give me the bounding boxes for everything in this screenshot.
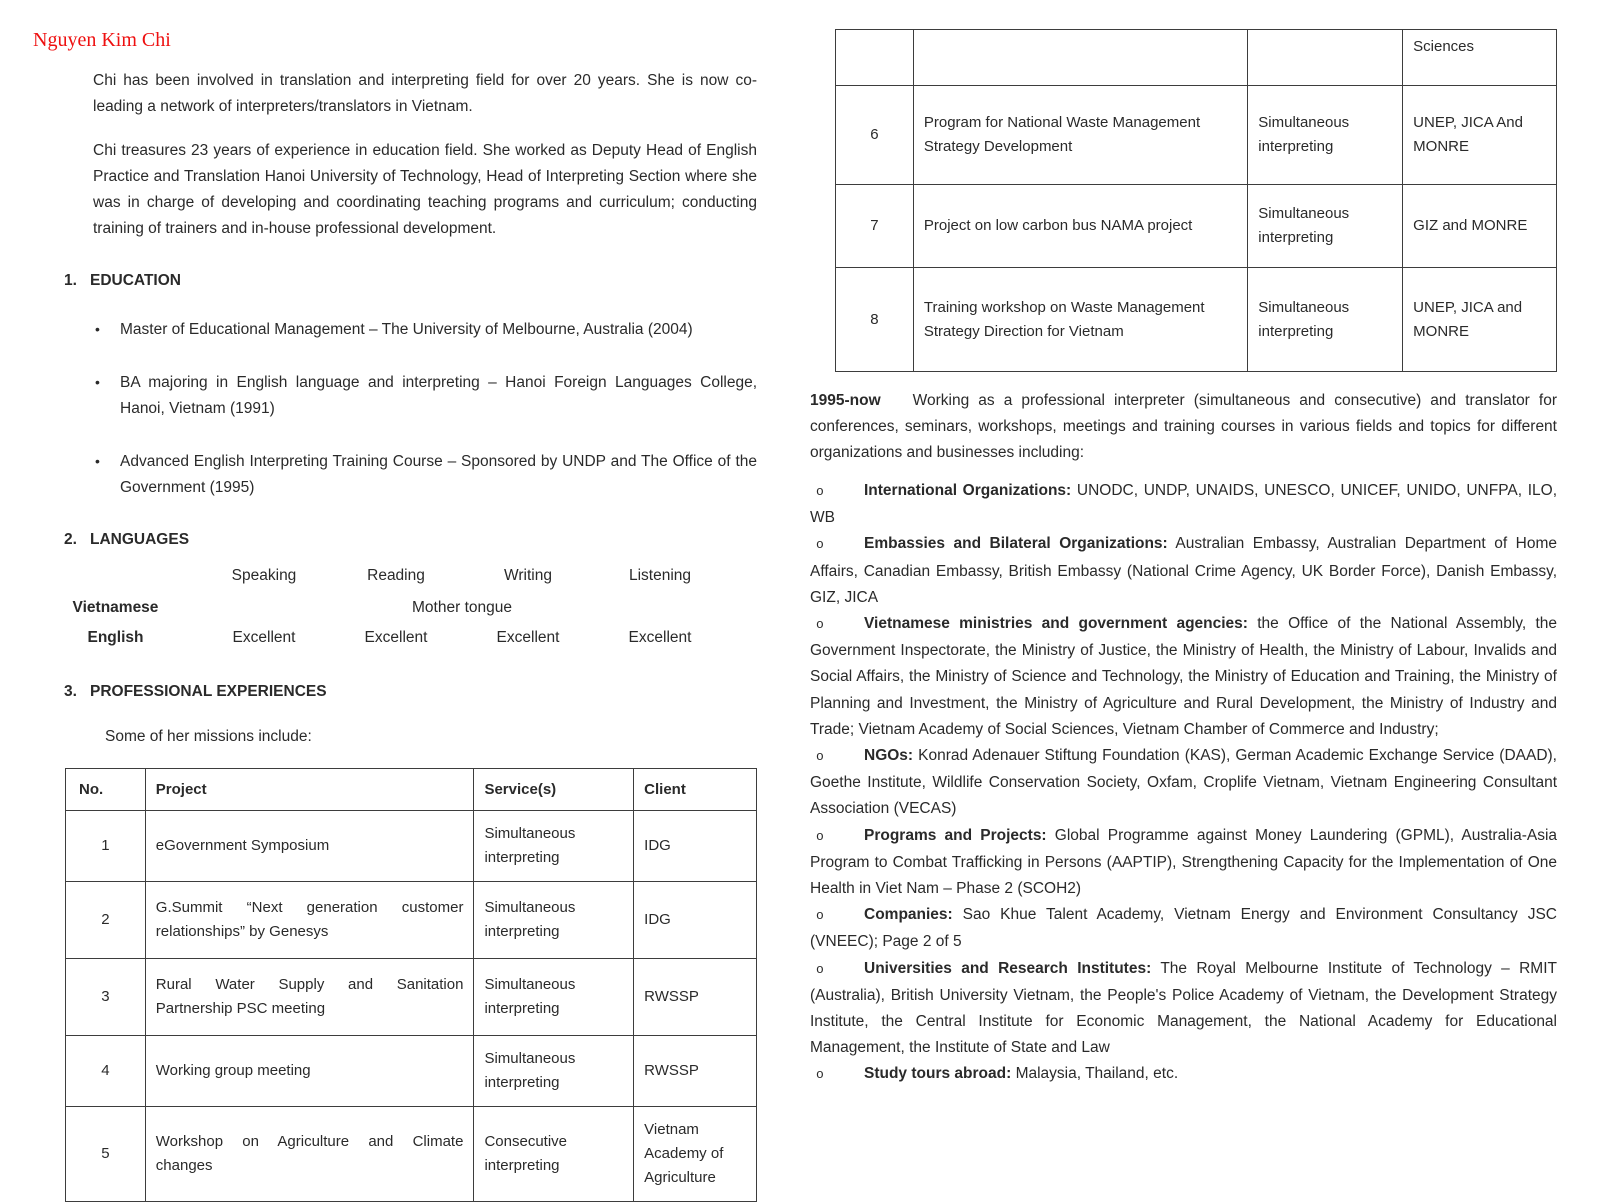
cell-no: 8 <box>836 268 914 372</box>
career-paragraph <box>810 388 1557 466</box>
page-title: Nguyen Kim Chi <box>33 29 171 51</box>
cell-client: Vietnam Academy of Agriculture <box>634 1107 757 1202</box>
header-no: No. <box>66 769 146 811</box>
cell-no: 6 <box>836 86 914 185</box>
cell-no: 3 <box>66 959 146 1036</box>
o-bullet-icon: o <box>816 749 824 765</box>
cell-project: Workshop on Agriculture and Climate changes <box>145 1107 474 1202</box>
list-item <box>810 743 1557 823</box>
table-row <box>66 882 757 959</box>
intro-paragraph: Chi treasures 23 years of experience in education field. She worked as Deputy Head of English Practice and Translation Hanoi University of Technology, Head of Interpreting Section where she was in charge of developing and coordinating teaching programs and curriculum; conducting training of trainers and in-house professional development. <box>93 142 757 237</box>
cell-client: UNEP, JICA And MONRE <box>1403 86 1557 185</box>
list-item-text: Konrad Adenauer Stiftung Foundation (KAS), German Academic Exchange Service (DAAD), Goethe Institute, Wildlife Conservation Society, Oxfam, Croplife Vietnam, Vietnam Engineering Consultant Association (VECAS) <box>810 747 1557 818</box>
list-item <box>810 531 1557 611</box>
section-number: 3. <box>64 683 77 700</box>
language-row-english <box>33 623 757 653</box>
header-client: Client <box>634 769 757 811</box>
o-bullet-icon: o <box>816 484 824 499</box>
cell-client: Sciences <box>1403 30 1557 86</box>
list-item-text: Sao Khue Talent Academy, Vietnam Energy and Environment Consultancy JSC (VNEEC); Page 2 of 5 <box>810 906 1557 951</box>
languages-header-row <box>33 561 757 591</box>
list-item-label: Vietnamese ministries and government agencies: <box>864 615 1248 633</box>
table-row <box>836 185 1557 268</box>
cell-service: Simultaneous interpreting <box>1248 268 1403 372</box>
cell-no: 7 <box>836 185 914 268</box>
o-bullet-icon: o <box>816 961 824 977</box>
cell-no <box>836 30 914 86</box>
cell-project <box>913 30 1247 86</box>
experiences-table <box>65 768 757 1202</box>
header-services: Service(s) <box>474 769 634 811</box>
cell-client: IDG <box>634 882 757 959</box>
cell-project: Program for National Waste Management Strategy Development <box>913 86 1247 185</box>
cell-no: 2 <box>66 882 146 959</box>
cell-client: UNEP, JICA and MONRE <box>1403 268 1557 372</box>
table-row <box>836 86 1557 185</box>
o-bullet-icon: o <box>816 537 824 553</box>
cell-service: Simultaneous interpreting <box>474 882 634 959</box>
header-project: Project <box>145 769 474 811</box>
section-title: PROFESSIONAL EXPERIENCES <box>90 683 327 700</box>
language-level: Excellent <box>628 629 692 646</box>
cell-service: Simultaneous interpreting <box>474 959 634 1036</box>
cell-project: Working group meeting <box>145 1036 474 1107</box>
language-name: English <box>87 629 144 646</box>
list-item-label: Companies: <box>864 906 953 924</box>
cell-service: Consecutive interpreting <box>474 1107 634 1202</box>
o-bullet-icon: o <box>816 908 824 924</box>
cell-project: G.Summit “Next generation customer relationships” by Genesys <box>145 882 474 959</box>
section-number: 1. <box>64 272 77 289</box>
table-row <box>66 959 757 1036</box>
languages-table <box>33 561 757 653</box>
language-level: Mother tongue <box>412 599 512 616</box>
cell-no: 4 <box>66 1036 146 1107</box>
section-heading-experiences <box>33 683 757 701</box>
education-item <box>33 317 757 343</box>
list-item <box>810 1061 1557 1088</box>
career-description: Working as a professional interpreter (simultaneous and consecutive) and translator for conferences, seminars, workshops, meetings and training courses in various fields and topics for different organizations and businesses including: <box>810 392 1557 461</box>
left-column <box>33 28 757 1202</box>
cell-project: eGovernment Symposium <box>145 811 474 882</box>
list-item-label: Universities and Research Institutes: <box>864 959 1152 977</box>
section-title: LANGUAGES <box>90 531 190 548</box>
cell-no: 1 <box>66 811 146 882</box>
list-item-label: NGOs: <box>864 747 914 765</box>
list-item <box>810 956 1557 1062</box>
education-item-text: BA majoring in English language and interpreting – Hanoi Foreign Languages College, Hanoi, Vietnam (1991) <box>120 374 757 417</box>
list-item <box>810 823 1557 903</box>
table-row <box>66 1036 757 1107</box>
cell-service <box>1248 30 1403 86</box>
cell-client: RWSSP <box>634 1036 757 1107</box>
cell-client: IDG <box>634 811 757 882</box>
language-level: Excellent <box>496 629 560 646</box>
organizations-list <box>810 478 1557 1089</box>
table-row <box>836 268 1557 372</box>
o-bullet-icon: o <box>816 828 824 844</box>
language-level: Excellent <box>232 629 296 646</box>
section-heading-languages <box>33 531 757 549</box>
career-period: 1995-now <box>810 392 881 409</box>
list-item-text: Australian Embassy, Australian Department of Home Affairs, Canadian Embassy, British Embassy (National Crime Agency, UK Border Force), Danish Embassy, GIZ, JICA <box>810 535 1557 606</box>
cell-client: GIZ and MONRE <box>1403 185 1557 268</box>
table-row <box>66 1107 757 1202</box>
language-level: Excellent <box>364 629 428 646</box>
bullet-icon: • <box>95 374 100 390</box>
bullet-icon: • <box>95 321 100 337</box>
cell-project: Training workshop on Waste Management Strategy Direction for Vietnam <box>913 268 1247 372</box>
table-row-continuation <box>836 30 1557 86</box>
list-item <box>810 478 1557 531</box>
bullet-icon: • <box>95 453 100 469</box>
table-header-row <box>66 769 757 811</box>
education-item <box>33 449 757 501</box>
list-item-text: Global Programme against Money Laundering (GPML), Australia-Asia Program to Combat Trafficking in Persons (AAPTIP), Strengthening Capacity for the Implementation of One Health in Viet Nam – Phase 2 (SCOH2) <box>810 826 1558 898</box>
cell-client: RWSSP <box>634 959 757 1036</box>
cell-service: Simultaneous interpreting <box>474 1036 634 1107</box>
languages-col-writing: Writing <box>504 567 552 584</box>
section-heading-education <box>33 272 757 290</box>
list-item-label: Embassies and Bilateral Organizations: <box>864 535 1168 553</box>
cell-service: Simultaneous interpreting <box>1248 86 1403 185</box>
cell-project: Project on low carbon bus NAMA project <box>913 185 1247 268</box>
o-bullet-icon: o <box>816 617 824 633</box>
o-bullet-icon: o <box>816 1067 824 1083</box>
languages-col-reading: Reading <box>367 567 425 584</box>
languages-col-speaking: Speaking <box>231 567 297 584</box>
education-item <box>33 370 757 422</box>
section-number: 2. <box>64 531 77 548</box>
intro-paragraph: Chi has been involved in translation and interpreting field for over 20 years. She is now co-leading a network of interpreters/translators in Vietnam. <box>93 72 757 115</box>
language-row-vietnamese <box>33 593 757 623</box>
experiences-table-continued <box>835 29 1557 372</box>
list-item <box>810 902 1557 955</box>
section-title: EDUCATION <box>90 272 181 289</box>
list-item <box>810 611 1557 743</box>
table-row <box>66 811 757 882</box>
list-item-label: Programs and Projects: <box>864 826 1047 844</box>
list-item-label: Study tours abroad: <box>864 1065 1012 1083</box>
list-item-label: International Organizations: <box>864 482 1072 499</box>
languages-col-listening: Listening <box>628 567 692 584</box>
education-item-text: Master of Educational Management – The University of Melbourne, Australia (2004) <box>120 321 693 338</box>
right-column <box>810 8 1557 1089</box>
list-item-text: Malaysia, Thailand, etc. <box>1015 1065 1179 1083</box>
cell-no: 5 <box>66 1107 146 1202</box>
missions-intro: Some of her missions include: <box>105 728 312 745</box>
list-item-text: The Royal Melbourne Institute of Technology – RMIT (Australia), British University Vietnam, the People's Police Academy of Vietnam, the Development Strategy Institute, the Central Institute for Economic Management, the National Academy for Educational Management, the Institute of State and Law <box>810 959 1557 1057</box>
cell-service: Simultaneous interpreting <box>474 811 634 882</box>
cell-project: Rural Water Supply and Sanitation Partnership PSC meeting <box>145 959 474 1036</box>
education-item-text: Advanced English Interpreting Training Course – Sponsored by UNDP and The Office of the Government (1995) <box>120 453 757 496</box>
cell-service: Simultaneous interpreting <box>1248 185 1403 268</box>
list-item-text: UNODC, UNDP, UNAIDS, UNESCO, UNICEF, UNIDO, UNFPA, ILO, WB <box>810 482 1558 527</box>
list-item-text: the Office of the National Assembly, the Government Inspectorate, the Ministry of Justice, the Ministry of Health, the Ministry of Labour, Invalids and Social Affairs, the Ministry of Science and Technology, the Ministry of Education and Training, the Ministry of Planning and Investment, the Ministry of Agriculture and Rural Development, the Ministry of Industry and Trade; Vietnam Academy of Social Sciences, Vietnam Chamber of Commerce and Industry; <box>810 615 1558 738</box>
language-name: Vietnamese <box>72 599 159 616</box>
